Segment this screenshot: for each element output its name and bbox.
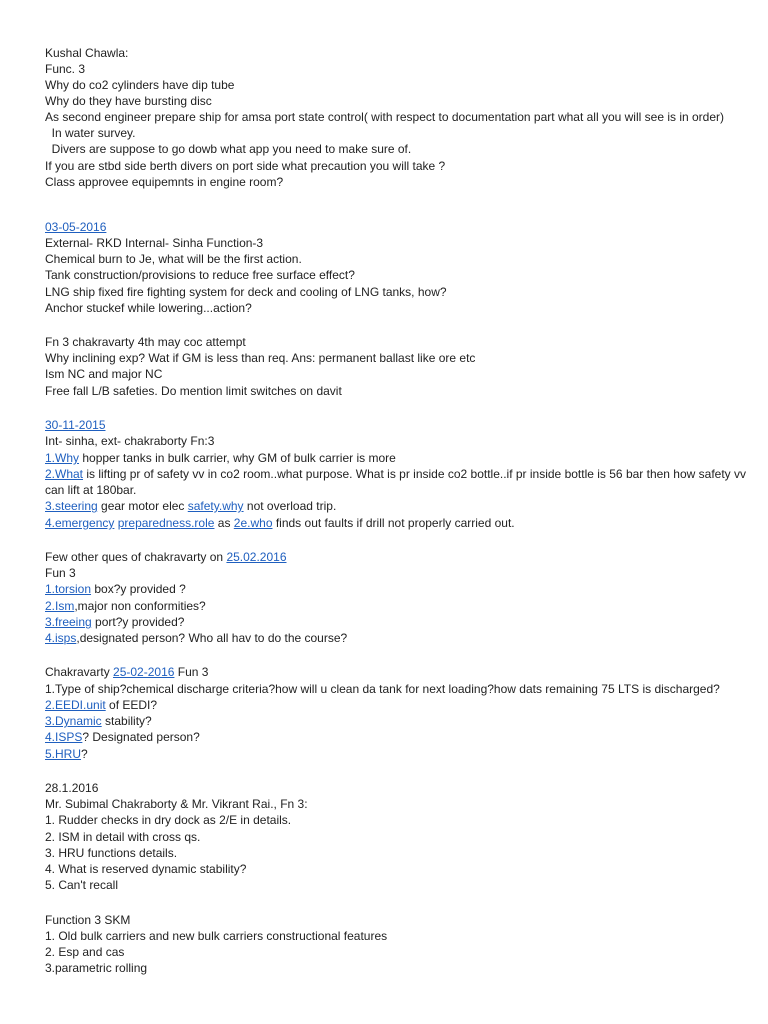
link[interactable]: 4.isps xyxy=(45,631,77,645)
link[interactable]: 1.torsion xyxy=(45,582,92,596)
text-segment: Fn 3 chakravarty 4th may coc attempt xyxy=(45,335,246,349)
text-line xyxy=(45,450,748,466)
text-line xyxy=(45,877,748,893)
text-line xyxy=(45,125,748,141)
text-line xyxy=(45,235,748,251)
text-segment: Fun 3 xyxy=(174,665,209,679)
text-line xyxy=(45,498,748,514)
text-segment: Int- sinha, ext- chakraborty Fn:3 xyxy=(45,434,215,448)
text-line xyxy=(45,174,748,190)
link[interactable]: 3.steering xyxy=(45,499,98,513)
text-line xyxy=(45,729,748,745)
text-line xyxy=(45,598,748,614)
text-segment: 3. HRU functions details. xyxy=(45,846,178,860)
text-line xyxy=(45,746,748,762)
text-line xyxy=(45,141,748,157)
text-segment: ? xyxy=(81,747,88,761)
text-segment: External- RKD Internal- Sinha Function-3 xyxy=(45,236,264,250)
text-segment: as xyxy=(214,516,234,530)
text-line xyxy=(45,466,748,498)
text-line xyxy=(45,45,748,61)
text-line xyxy=(45,284,748,300)
text-segment: hopper tanks in bulk carrier, why GM of bulk carrier is more xyxy=(79,451,396,465)
text-segment: 4. What is reserved dynamic stability? xyxy=(45,862,247,876)
link[interactable]: 3.freeing xyxy=(45,615,92,629)
text-segment: stability? xyxy=(101,714,152,728)
text-segment: port?y provided? xyxy=(91,615,185,629)
text-line xyxy=(45,845,748,861)
link[interactable]: 25.02.2016 xyxy=(226,550,287,564)
text-segment: gear motor elec xyxy=(97,499,188,513)
text-segment: Why do co2 cylinders have dip tube xyxy=(45,78,235,92)
text-line xyxy=(45,334,748,350)
text-line xyxy=(45,928,748,944)
text-line xyxy=(45,300,748,316)
text-line xyxy=(45,565,748,581)
text-segment: 1. Rudder checks in dry dock as 2/E in details. xyxy=(45,813,292,827)
text-segment: Function 3 SKM xyxy=(45,913,131,927)
link[interactable]: 1.Why xyxy=(45,451,80,465)
text-line xyxy=(45,350,748,366)
link[interactable]: 2e.who xyxy=(233,516,273,530)
link[interactable]: 3.Dynamic xyxy=(45,714,102,728)
text-segment: Chemical burn to Je, what will be the first action. xyxy=(45,252,302,266)
text-line xyxy=(45,549,748,565)
text-line xyxy=(45,109,748,125)
text-segment: As second engineer prepare ship for amsa port state control( with respect to documentation part what all you will see is in order) xyxy=(45,110,725,124)
text-segment: LNG ship fixed fire fighting system for deck and cooling of LNG tanks, how? xyxy=(45,285,447,299)
text-segment: Why inclining exp? Wat if GM is less than req. Ans: permanent ballast like ore etc xyxy=(45,351,476,365)
link[interactable]: 03-05-2016 xyxy=(45,220,107,234)
text-line xyxy=(45,93,748,109)
link[interactable]: 2.What xyxy=(45,467,84,481)
text-line xyxy=(45,796,748,812)
text-segment: is lifting pr of safety vv in co2 room..what purpose. What is pr inside co2 bottle..if pr inside bottle is 56 bar then how safety vv can lift at 180bar. xyxy=(45,467,747,497)
text-line xyxy=(45,780,748,796)
text-line xyxy=(45,829,748,845)
text-segment: 2. Esp and cas xyxy=(45,945,125,959)
text-line xyxy=(45,664,748,680)
text-line xyxy=(45,433,748,449)
text-line xyxy=(45,697,748,713)
text-line xyxy=(45,861,748,877)
text-line xyxy=(45,383,748,399)
text-segment: Why do they have bursting disc xyxy=(45,94,212,108)
link[interactable]: 4.emergency xyxy=(45,516,115,530)
text-segment: 1.Type of ship?chemical discharge criteria?how will u clean da tank for next loading?how dats remaining 75 LTS is discharged? xyxy=(45,682,720,696)
link[interactable]: safety.why xyxy=(187,499,244,513)
text-line xyxy=(45,630,748,646)
text-segment: Chakravarty xyxy=(45,665,114,679)
link[interactable]: 4.ISPS xyxy=(45,730,83,744)
text-line xyxy=(45,581,748,597)
text-line xyxy=(45,158,748,174)
text-segment: Mr. Subimal Chakraborty & Mr. Vikrant Rai., Fn 3: xyxy=(45,797,308,811)
text-segment: 28.1.2016 xyxy=(45,781,99,795)
text-segment: 2. ISM in detail with cross qs. xyxy=(45,830,201,844)
text-segment: Free fall L/B safeties. Do mention limit switches on davit xyxy=(45,384,342,398)
text-segment: Anchor stuckef while lowering...action? xyxy=(45,301,252,315)
text-segment: Kushal Chawla: xyxy=(45,46,129,60)
text-line xyxy=(45,515,748,531)
text-line xyxy=(45,944,748,960)
text-line xyxy=(45,366,748,382)
text-segment: Few other ques of chakravarty on xyxy=(45,550,227,564)
text-line xyxy=(45,912,748,928)
text-segment: 5. Can't recall xyxy=(45,878,118,892)
text-segment: of EEDI? xyxy=(105,698,158,712)
text-segment: Ism NC and major NC xyxy=(45,367,163,381)
text-segment: Class approvee equipemnts in engine room? xyxy=(45,175,284,189)
text-segment: ,designated person? Who all hav to do the course? xyxy=(76,631,348,645)
text-line xyxy=(45,251,748,267)
text-segment: box?y provided ? xyxy=(91,582,186,596)
text-line xyxy=(45,77,748,93)
text-line xyxy=(45,417,748,433)
link[interactable]: 25-02-2016 xyxy=(113,665,175,679)
text-line xyxy=(45,61,748,77)
text-segment: ,major non conformities? xyxy=(74,599,206,613)
text-segment: 3.parametric rolling xyxy=(45,961,148,975)
text-segment: If you are stbd side berth divers on port side what precaution you will take ? xyxy=(45,159,446,173)
link[interactable]: 30-11-2015 xyxy=(45,418,106,432)
text-line xyxy=(45,267,748,283)
text-segment: Func. 3 xyxy=(45,62,86,76)
text-line xyxy=(45,614,748,630)
text-segment: finds out faults if drill not properly carried out. xyxy=(272,516,515,530)
text-segment: 1. Old bulk carriers and new bulk carriers constructional features xyxy=(45,929,388,943)
text-segment: not overload trip. xyxy=(243,499,337,513)
text-segment: Tank construction/provisions to reduce free surface effect? xyxy=(45,268,355,282)
text-segment: Fun 3 xyxy=(45,566,76,580)
text-line xyxy=(45,681,748,697)
text-segment: ? Designated person? xyxy=(82,730,200,744)
link[interactable]: 2.EEDI.unit xyxy=(45,698,106,712)
link[interactable]: 5.HRU xyxy=(45,747,82,761)
link[interactable]: 2.Ism xyxy=(45,599,75,613)
text-segment: In water survey. xyxy=(45,126,136,140)
text-line xyxy=(45,812,748,828)
link[interactable]: preparedness.role xyxy=(117,516,215,530)
text-line xyxy=(45,713,748,729)
text-segment: Divers are suppose to go dowb what app you need to make sure of. xyxy=(45,142,412,156)
text-line xyxy=(45,219,748,235)
text-line xyxy=(45,960,748,976)
